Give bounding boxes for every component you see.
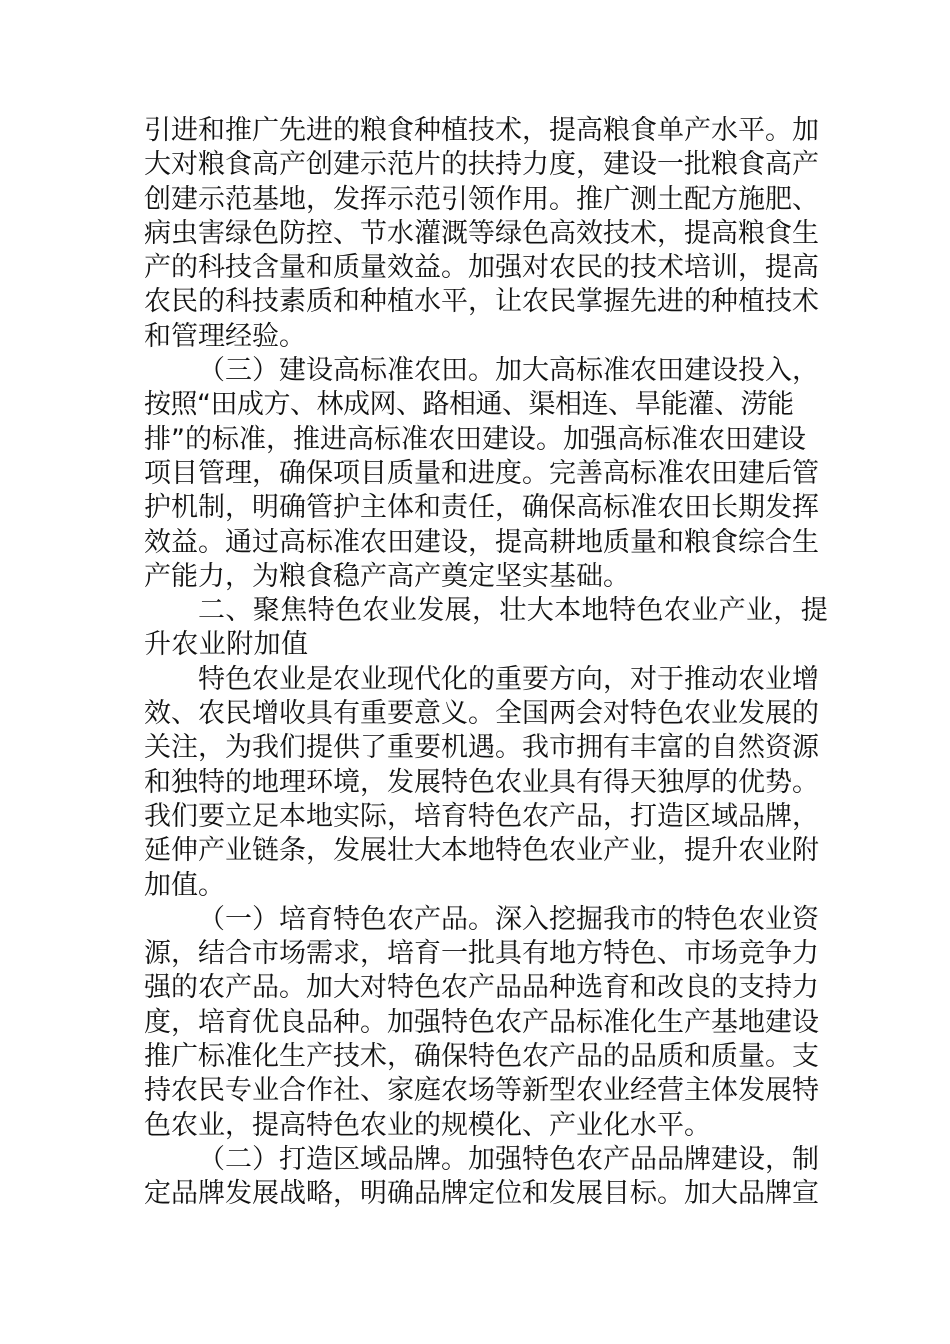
paragraph-line: 延伸产业链条，发展壮大本地特色农业产业，提升农业附 [144,835,819,867]
paragraph-line: 产的科技含量和质量效益。加强对农民的技术培训，提高 [144,252,819,284]
paragraph-line: 特色农业是农业现代化的重要方向，对于推动农业增 [198,663,819,695]
paragraph-line: 持农民专业合作社、家庭农场等新型农业经营主体发展特 [144,1075,819,1107]
paragraph-line: 加值。 [144,869,225,901]
document-body [144,114,829,1212]
paragraph-line: 和独特的地理环境，发展特色农业具有得天独厚的优势。 [144,766,819,798]
paragraph-line: 关注，为我们提供了重要机遇。我市拥有丰富的自然资源 [144,732,819,764]
paragraph-line: 定品牌发展战略，明确品牌定位和发展目标。加大品牌宣 [144,1178,819,1210]
paragraph-line: 度，培育优良品种。加强特色农产品标准化生产基地建设 [144,1006,819,1038]
paragraph-line: 农民的科技素质和种植水平，让农民掌握先进的种植技术 [144,286,819,318]
paragraph-line: 创建示范基地，发挥示范引领作用。推广测土配方施肥、 [144,183,819,215]
paragraph-line: 排”的标准，推进高标准农田建设。加强高标准农田建设 [144,423,806,455]
paragraph-line: 源，结合市场需求，培育一批具有地方特色、市场竞争力 [144,938,819,970]
paragraph-line: 推广标准化生产技术，确保特色农产品的品质和质量。支 [144,1041,819,1073]
paragraph-line: 效、农民增收具有重要意义。全国两会对特色农业发展的 [144,698,819,730]
paragraph-line: 引进和推广先进的粮食种植技术，提高粮食单产水平。加 [144,115,819,146]
paragraph-line: 病虫害绿色防控、节水灌溉等绿色高效技术，提高粮食生 [144,217,819,249]
paragraph-line: 我们要立足本地实际，培育特色农产品，打造区域品牌， [144,800,819,832]
section-heading-line: 升农业附加值 [144,629,309,661]
paragraph-line: 护机制，明确管护主体和责任，确保高标准农田长期发挥 [144,492,819,524]
paragraph-line: 项目管理，确保项目质量和进度。完善高标准农田建后管 [144,457,819,489]
paragraph-line: 按照“田成方、林成网、路相通、渠相连、旱能灌、涝能 [144,389,794,421]
paragraph-line: 和管理经验。 [144,320,306,352]
section-heading-line: 二、聚焦特色农业发展，壮大本地特色农业产业，提 [198,595,829,627]
paragraph-line: 强的农产品。加大对特色农产品品种选育和改良的支持力 [144,972,819,1004]
subsection-heading-line: （一）培育特色农产品。深入挖掘我市的特色农业资 [198,903,819,935]
subsection-heading-line: （二）打造区域品牌。加强特色农产品品牌建设，制 [198,1143,819,1175]
paragraph-line: 大对粮食高产创建示范片的扶持力度，建设一批粮食高产 [144,149,819,181]
paragraph-line: 效益。通过高标准农田建设，提高耕地质量和粮食综合生 [144,526,819,558]
subsection-heading-line: （三）建设高标准农田。加大高标准农田建设投入， [198,355,819,387]
paragraph-line: 色农业，提高特色农业的规模化、产业化水平。 [144,1109,711,1141]
paragraph-line: 产能力，为粮食稳产高产奠定坚实基础。 [144,560,630,592]
